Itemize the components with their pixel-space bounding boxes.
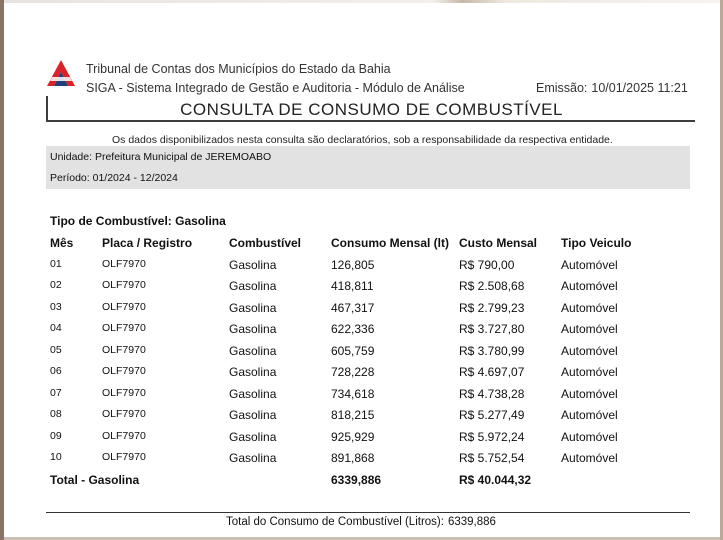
cell-placa: OLF7970 [102, 365, 146, 377]
window-left-border [0, 0, 4, 540]
total-custo: R$ 40.044,32 [459, 473, 532, 487]
cell-custo: R$ 2.799,23 [459, 301, 525, 315]
cell-consumo: 734,618 [331, 387, 375, 401]
emissao [536, 81, 688, 95]
emissao-label: Emissão: [536, 81, 588, 95]
tcm-logo-icon [46, 58, 76, 88]
cell-placa: OLF7970 [102, 408, 146, 420]
info-unidade: Unidade: Prefeitura Municipal de JEREMOABO [50, 151, 272, 163]
fuel-type-heading: Tipo de Combustível: Gasolina [50, 214, 226, 228]
cell-placa: OLF7970 [102, 301, 146, 313]
cell-combustivel: Gasolina [229, 258, 277, 272]
cell-consumo: 891,868 [331, 451, 375, 465]
cell-mes: 02 [50, 279, 62, 291]
column-header-combustivel: Combustível [229, 236, 302, 250]
cell-combustivel: Gasolina [229, 301, 277, 315]
cell-mes: 08 [50, 408, 62, 420]
cell-combustivel: Gasolina [229, 451, 277, 465]
cell-placa: OLF7970 [102, 322, 146, 334]
cell-tipo: Automóvel [561, 279, 618, 293]
cell-custo: R$ 5.277,49 [459, 408, 525, 422]
cell-combustivel: Gasolina [229, 344, 277, 358]
cell-consumo: 605,759 [331, 344, 375, 358]
cell-custo: R$ 2.508,68 [459, 279, 525, 293]
cell-combustivel: Gasolina [229, 365, 277, 379]
cell-consumo: 467,317 [331, 301, 375, 315]
cell-tipo: Automóvel [561, 408, 618, 422]
column-header-custo: Custo Mensal [459, 236, 538, 250]
cell-tipo: Automóvel [561, 430, 618, 444]
cell-mes: 09 [50, 430, 62, 442]
cell-tipo: Automóvel [561, 387, 618, 401]
cell-combustivel: Gasolina [229, 279, 277, 293]
cell-consumo: 622,336 [331, 322, 375, 336]
cell-mes: 05 [50, 344, 62, 356]
info-periodo: Período: 01/2024 - 12/2024 [50, 172, 178, 184]
cell-combustivel: Gasolina [229, 408, 277, 422]
cell-combustivel: Gasolina [229, 322, 277, 336]
cell-tipo: Automóvel [561, 365, 618, 379]
emissao-value: 10/01/2025 11:21 [591, 81, 688, 95]
cell-custo: R$ 5.752,54 [459, 451, 525, 465]
cell-tipo: Automóvel [561, 344, 618, 358]
cell-mes: 04 [50, 322, 62, 334]
cell-tipo: Automóvel [561, 322, 618, 336]
column-header-consumo: Consumo Mensal (lt) [331, 236, 450, 250]
cell-combustivel: Gasolina [229, 387, 277, 401]
cell-custo: R$ 3.780,99 [459, 344, 525, 358]
grand-total-label: Total do Consumo de Combustível (Litros): [226, 516, 444, 528]
cell-custo: R$ 4.738,28 [459, 387, 525, 401]
total-label: Total - Gasolina [50, 473, 140, 487]
title-bar [46, 96, 695, 122]
org-name: Tribunal de Contas dos Municípios do Estado da Bahia [86, 62, 391, 76]
column-header-tipo: Tipo Veiculo [561, 236, 632, 250]
grand-total [226, 516, 496, 528]
cell-mes: 10 [50, 451, 62, 463]
cell-custo: R$ 4.697,07 [459, 365, 525, 379]
cell-placa: OLF7970 [102, 279, 146, 291]
cell-tipo: Automóvel [561, 301, 618, 315]
cell-custo: R$ 3.727,80 [459, 322, 525, 336]
system-name: SIGA - Sistema Integrado de Gestão e Auditoria - Módulo de Análise [86, 81, 465, 95]
cell-tipo: Automóvel [561, 258, 618, 272]
cell-consumo: 818,215 [331, 408, 375, 422]
window-top-strip [4, 0, 720, 3]
cell-consumo: 126,805 [331, 258, 375, 272]
cell-combustivel: Gasolina [229, 430, 277, 444]
cell-placa: OLF7970 [102, 387, 146, 399]
cell-placa: OLF7970 [102, 451, 146, 463]
column-header-mes: Mês [50, 236, 74, 250]
cell-placa: OLF7970 [102, 344, 146, 356]
cell-placa: OLF7970 [102, 430, 146, 442]
cell-custo: R$ 790,00 [459, 258, 515, 272]
page-title: CONSULTA DE CONSUMO DE COMBUSTÍVEL [180, 100, 563, 119]
cell-tipo: Automóvel [561, 451, 618, 465]
column-header-placa: Placa / Registro [102, 236, 193, 250]
cell-consumo: 925,929 [331, 430, 375, 444]
grand-total-value: 6339,886 [447, 516, 496, 528]
disclaimer-text: Os dados disponibilizados nesta consulta são declaratórios, sob a responsabilidade da respectiva entidade. [112, 134, 613, 146]
cell-placa: OLF7970 [102, 258, 146, 270]
cell-mes: 01 [50, 258, 62, 270]
cell-consumo: 728,228 [331, 365, 375, 379]
cell-custo: R$ 5.972,24 [459, 430, 525, 444]
cell-mes: 07 [50, 387, 62, 399]
cell-consumo: 418,811 [331, 279, 374, 293]
total-consumo: 6339,886 [331, 473, 382, 487]
footer-divider [46, 512, 690, 513]
cell-mes: 03 [50, 301, 62, 313]
cell-mes: 06 [50, 365, 62, 377]
